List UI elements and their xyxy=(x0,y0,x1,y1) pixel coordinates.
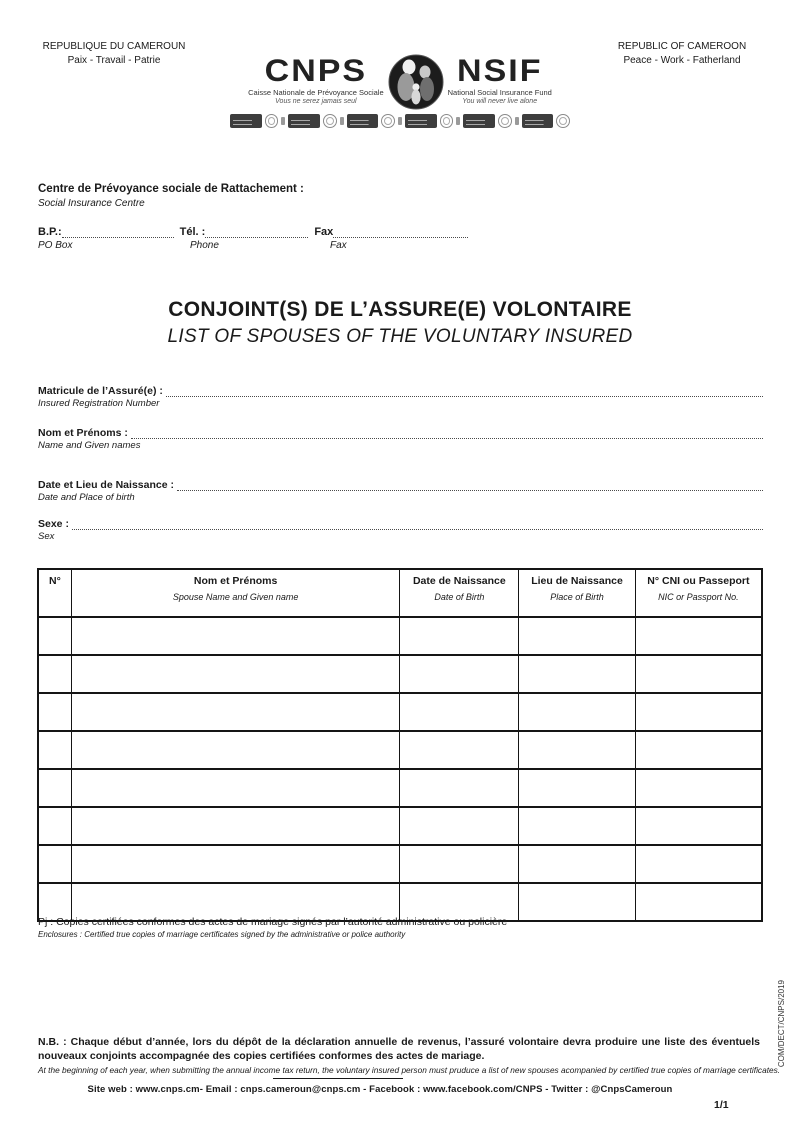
phone-fill-line[interactable] xyxy=(205,226,308,238)
certification-seal-icon xyxy=(498,114,512,128)
birth-fill-line[interactable] xyxy=(177,479,763,491)
table-row xyxy=(38,617,762,655)
table-row xyxy=(38,769,762,807)
cnps-wordmark: CNPS xyxy=(264,53,368,89)
centre-label-en: Social Insurance Centre xyxy=(38,197,145,209)
table-cell-empty[interactable] xyxy=(38,617,71,655)
certification-badge-icon xyxy=(463,114,495,128)
footer-contact-line: Site web : www.cnps.cm- Email : cnps.cameroun@cnps.cm - Facebook : www.facebook.com/CNPS - Twitter : @CnpsCameroun xyxy=(87,1084,673,1095)
phone-sublabel: Phone xyxy=(190,240,219,251)
nsif-full-name: National Social Insurance Fund xyxy=(447,88,552,97)
table-cell-empty[interactable] xyxy=(635,731,762,769)
po-box-fill-line[interactable] xyxy=(62,226,174,238)
col-header-birth-place: Lieu de Naissance Place of Birth xyxy=(519,569,636,617)
name-fill-line[interactable] xyxy=(131,427,763,439)
field-name xyxy=(38,427,763,451)
table-row xyxy=(38,693,762,731)
table-cell-empty[interactable] xyxy=(635,845,762,883)
logo-row xyxy=(230,53,570,110)
table-cell-empty[interactable] xyxy=(519,731,636,769)
table-cell-empty[interactable] xyxy=(400,807,519,845)
badge-divider-icon xyxy=(340,117,344,125)
matricule-label-en: Insured Registration Number xyxy=(38,398,160,409)
certification-seal-icon xyxy=(323,114,337,128)
field-sex xyxy=(38,518,763,542)
table-cell-empty[interactable] xyxy=(519,693,636,731)
table-row xyxy=(38,731,762,769)
table-cell-empty[interactable] xyxy=(71,845,400,883)
table-row xyxy=(38,655,762,693)
col-header-birth-date: Date de Naissance Date of Birth xyxy=(400,569,519,617)
table-cell-empty[interactable] xyxy=(71,617,400,655)
po-box-label: B.P.: xyxy=(38,226,62,238)
page-number: 1/1 xyxy=(714,1099,729,1111)
table-cell-empty[interactable] xyxy=(519,883,636,921)
motto-fr: Paix - Travail - Patrie xyxy=(67,54,161,66)
table-cell-empty[interactable] xyxy=(519,807,636,845)
certification-badge-strip xyxy=(230,114,570,128)
table-cell-empty[interactable] xyxy=(519,617,636,655)
table-cell-empty[interactable] xyxy=(635,617,762,655)
table-cell-empty[interactable] xyxy=(519,769,636,807)
table-cell-empty[interactable] xyxy=(71,807,400,845)
nsif-logo-column xyxy=(447,53,552,105)
badge-divider-icon xyxy=(281,117,285,125)
table-cell-empty[interactable] xyxy=(400,655,519,693)
matricule-label-fr: Matricule de l’Assuré(e) : xyxy=(38,385,163,397)
table-cell-empty[interactable] xyxy=(635,883,762,921)
cnps-tagline: Vous ne serez jamais seul xyxy=(275,98,357,105)
family-emblem-icon xyxy=(388,54,444,110)
phone-label: Tél. : xyxy=(179,226,206,238)
col-header-id-passport: N° CNI ou Passeport NIC or Passport No. xyxy=(635,569,762,617)
contact-block xyxy=(38,226,468,253)
table-cell-empty[interactable] xyxy=(635,655,762,693)
fax-fill-line[interactable] xyxy=(333,226,468,238)
document-reference: COM/DECT/CNPS/2019 xyxy=(777,980,786,1068)
nb-en: At the beginning of each year, when submitting the annual income tax return, the voluntary insured person must pruduce a list of new spouses acompanied by certified true copies of marriage certificates. xyxy=(38,1065,781,1076)
birth-label-fr: Date et Lieu de Naissance : xyxy=(38,479,174,491)
motto-en: Peace - Work - Fatherland xyxy=(623,54,741,66)
country-name-fr: REPUBLIQUE DU CAMEROUN xyxy=(42,41,186,52)
name-label-en: Name and Given names xyxy=(38,440,141,451)
sex-label-en: Sex xyxy=(38,531,55,542)
nb-fr: N.B. : Chaque début d’année, lors du dépôt de la déclaration annuelle de revenus, l’assuré volontaire devra produire une liste des éventuels nouveaux conjoints accompagnée des copies certifiées conformes des actes de mariage. xyxy=(38,1036,760,1062)
republic-header-en xyxy=(602,40,762,67)
col-header-number: N° xyxy=(38,569,71,617)
certification-badge-icon xyxy=(230,114,262,128)
enclosures-en: Enclosures : Certified true copies of marriage certificates signed by the administrative or police authority xyxy=(38,930,406,940)
certification-seal-icon xyxy=(556,114,570,128)
nsif-tagline: You will never live alone xyxy=(462,98,538,105)
table-cell-empty[interactable] xyxy=(38,845,71,883)
table-cell-empty[interactable] xyxy=(400,845,519,883)
table-cell-empty[interactable] xyxy=(400,693,519,731)
fax-label: Fax xyxy=(314,226,334,238)
badge-divider-icon xyxy=(515,117,519,125)
badge-divider-icon xyxy=(456,117,460,125)
form-title-fr: CONJOINT(S) DE L’ASSURE(E) VOLONTAIRE xyxy=(168,298,632,321)
sex-fill-line[interactable] xyxy=(72,518,763,530)
matricule-fill-line[interactable] xyxy=(166,385,763,397)
spouse-table-body xyxy=(38,617,762,921)
table-cell-empty[interactable] xyxy=(71,731,400,769)
table-cell-empty[interactable] xyxy=(635,693,762,731)
cnps-full-name: Caisse Nationale de Prévoyance Sociale xyxy=(248,88,384,97)
nb-note xyxy=(38,1036,781,1076)
badge-divider-icon xyxy=(398,117,402,125)
table-cell-empty[interactable] xyxy=(71,655,400,693)
table-cell-empty[interactable] xyxy=(400,617,519,655)
table-cell-empty[interactable] xyxy=(38,807,71,845)
field-birth xyxy=(38,479,763,503)
certification-seal-icon xyxy=(381,114,395,128)
certification-badge-icon xyxy=(405,114,437,128)
table-cell-empty[interactable] xyxy=(400,731,519,769)
enclosures-note xyxy=(38,916,507,940)
insurance-centre-block xyxy=(38,183,304,210)
certification-seal-icon xyxy=(265,114,279,128)
name-label-fr: Nom et Prénoms : xyxy=(38,427,128,439)
table-cell-empty[interactable] xyxy=(38,769,71,807)
table-cell-empty[interactable] xyxy=(38,693,71,731)
certification-badge-icon xyxy=(522,114,554,128)
table-cell-empty[interactable] xyxy=(519,845,636,883)
table-cell-empty[interactable] xyxy=(635,769,762,807)
table-header-row xyxy=(38,569,762,617)
table-row xyxy=(38,845,762,883)
nsif-wordmark: NSIF xyxy=(457,53,543,89)
certification-badge-icon xyxy=(288,114,320,128)
table-cell-empty[interactable] xyxy=(519,655,636,693)
form-title-block xyxy=(0,296,800,350)
field-matricule xyxy=(38,385,763,409)
table-cell-empty[interactable] xyxy=(635,807,762,845)
cnps-logo-column xyxy=(248,53,384,105)
enclosures-fr: Pj : Copies certifiées conformes des actes de mariage signés par l’autorité administrative ou policière xyxy=(38,916,508,928)
emphasis-underline xyxy=(273,1078,403,1079)
table-cell-empty[interactable] xyxy=(71,693,400,731)
spouse-table xyxy=(37,568,763,922)
centre-label-fr: Centre de Prévoyance sociale de Rattachement : xyxy=(38,183,304,195)
table-cell-empty[interactable] xyxy=(38,655,71,693)
cnps-nsif-logo xyxy=(230,53,570,128)
certification-badge-icon xyxy=(347,114,379,128)
republic-header-fr xyxy=(36,40,192,67)
certification-seal-icon xyxy=(440,114,454,128)
contact-row xyxy=(38,226,468,238)
table-cell-empty[interactable] xyxy=(400,769,519,807)
fax-sublabel: Fax xyxy=(330,240,347,251)
table-row xyxy=(38,807,762,845)
col-header-spouse-name: Nom et Prénoms Spouse Name and Given name xyxy=(71,569,400,617)
birth-label-en: Date and Place of birth xyxy=(38,492,135,503)
sex-label-fr: Sexe : xyxy=(38,518,69,530)
country-name-en: REPUBLIC OF CAMEROON xyxy=(617,41,747,52)
contact-sub-row xyxy=(38,240,468,253)
po-box-sublabel: PO Box xyxy=(38,240,73,251)
table-cell-empty[interactable] xyxy=(71,769,400,807)
table-cell-empty[interactable] xyxy=(38,731,71,769)
form-title-en: LIST OF SPOUSES OF THE VOLUNTARY INSURED xyxy=(167,326,633,348)
